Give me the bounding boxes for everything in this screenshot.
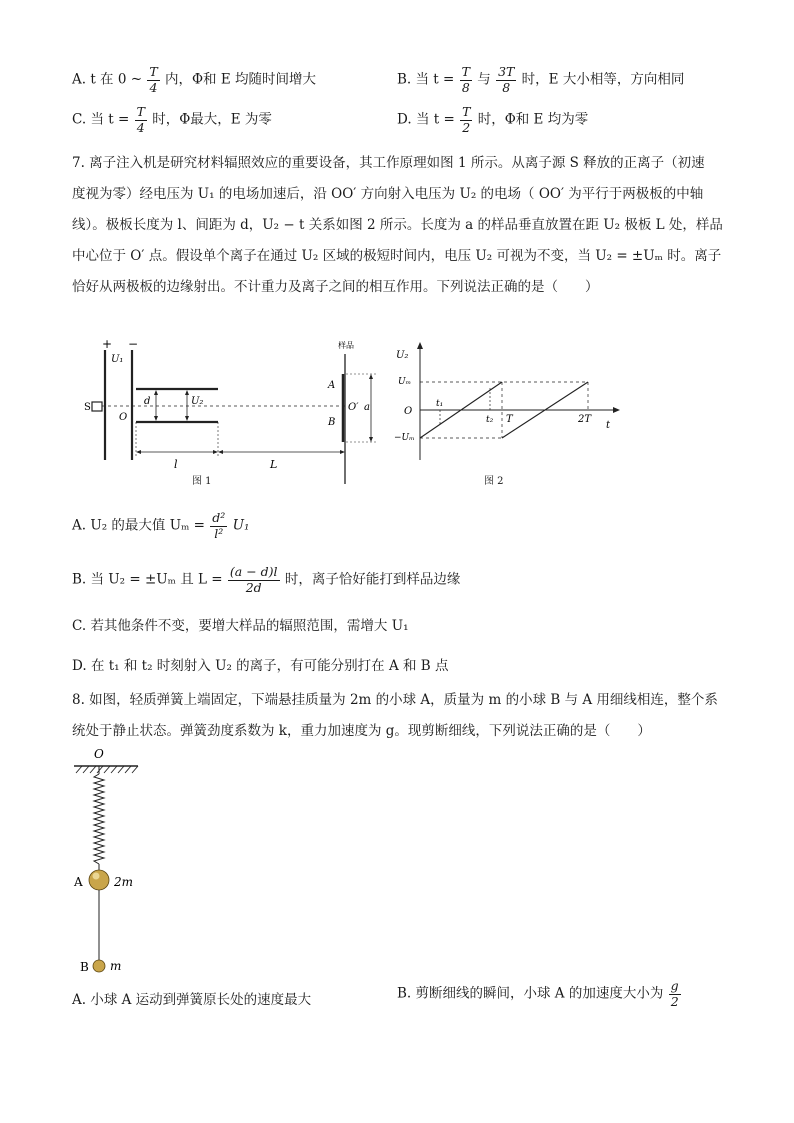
- option-text: 当 t =: [415, 71, 459, 88]
- q7-option-c[interactable]: [72, 614, 409, 634]
- fraction: $\frac{(a - d)l}{2d}$: [229, 564, 278, 595]
- q7-line: 7. 离子注入机是研究材料辐照效应的重要设备，其工作原理如图 1 所示。从离子源 S 释放的正离子（初速: [72, 155, 705, 171]
- l-label: l: [174, 458, 178, 471]
- ball-a-mass: 2m: [114, 875, 134, 889]
- ball-a-label: A: [74, 875, 83, 889]
- source-label: S: [84, 402, 91, 413]
- option-text: 小球 A 运动到弹簧原长处的速度最大: [90, 992, 312, 1008]
- plus-sign: +: [102, 337, 113, 351]
- figure-2-caption: 图 2: [484, 476, 504, 487]
- option-label: C.: [72, 618, 87, 634]
- option-text: 时，离子恰好能打到样品边缘: [284, 571, 461, 588]
- option-label: A.: [72, 517, 87, 534]
- option-label: B.: [72, 571, 87, 588]
- sample-label: 样品: [338, 341, 354, 350]
- option-text: 内，Φ和 E 均随时间增大: [164, 71, 316, 88]
- ball-b-mass: m: [110, 959, 122, 973]
- q8-figure: [68, 744, 188, 976]
- 2t-label: 2T: [578, 414, 592, 425]
- q8-option-b[interactable]: [397, 980, 682, 1008]
- q7-line: 恰好从两极板的边缘射出。不计重力及离子之间的相互作用。下列说法正确的是（ ）: [72, 279, 599, 295]
- q7-figure-1: [84, 336, 384, 488]
- fraction: $\frac{g}{2}$: [670, 978, 679, 1009]
- fraction: $\frac{\text{d²}}{\text{l²}}$: [212, 510, 226, 541]
- option-label: D.: [72, 658, 87, 674]
- q8-option-a[interactable]: [72, 988, 311, 1008]
- q8-stem: [72, 685, 724, 747]
- minus-sign: −: [128, 337, 139, 351]
- ball-a: [89, 870, 109, 890]
- um-label: Uₘ: [398, 377, 412, 387]
- ball-b-label: B: [80, 960, 89, 974]
- q7-line: 中心位于 O′ 点。假设单个离子在通过 U₂ 区域的极短时间内，电压 U₂ 可视为不变，当 U₂ = ±Uₘ 时。离子: [72, 248, 722, 264]
- q6-option-c[interactable]: [72, 106, 272, 134]
- spring: [94, 774, 104, 864]
- y-label: U₂: [396, 350, 409, 361]
- q8-line: 8. 如图，轻质弹簧上端固定，下端悬挂质量为 2m 的小球 A，质量为 m 的小球 B 与 A 用细线相连，整个系: [72, 692, 718, 708]
- q7-stem: [72, 148, 724, 303]
- option-label: A.: [72, 71, 87, 88]
- d-label: d: [144, 396, 151, 407]
- figure-1-caption: 图 1: [192, 476, 212, 487]
- q7-line: 线）。极板长度为 l、间距为 d，U₂ − t 关系如图 2 所示。长度为 a 的样品垂直放置在距 U₂ 极板 L 处，样品: [72, 217, 723, 233]
- t1-label: t₁: [436, 399, 444, 409]
- t-period-label: T: [506, 414, 513, 425]
- point-a-label: A: [328, 380, 336, 391]
- u2-label: U₂: [191, 396, 204, 407]
- option-text: 时，Φ最大，E 为零: [152, 111, 272, 128]
- q6-option-d[interactable]: [397, 106, 588, 134]
- q7-option-a[interactable]: [72, 512, 249, 540]
- option-text: U₁: [232, 517, 250, 534]
- option-text: 若其他条件不变，要增大样品的辐照范围，需增大 U₁: [90, 618, 409, 634]
- option-label: A.: [72, 992, 87, 1008]
- option-label: C.: [72, 111, 87, 128]
- fraction: $\frac{3T}{8}$: [498, 64, 515, 95]
- q6-option-a[interactable]: [72, 66, 316, 94]
- q7-option-b[interactable]: [72, 566, 460, 594]
- ball-b: [93, 960, 105, 972]
- fraction: $\frac{T}{8}$: [461, 64, 470, 95]
- fraction: $\frac{T}{2}$: [462, 104, 471, 135]
- option-label: D.: [397, 111, 412, 128]
- big-l-label: L: [270, 458, 278, 471]
- ceiling-hatch: [76, 766, 138, 773]
- a-length-label: a: [364, 402, 370, 413]
- option-label: B.: [397, 985, 412, 1002]
- option-text: 当 U₂ = ±Uₘ 且 L =: [90, 571, 227, 588]
- option-text: 当 t =: [415, 111, 460, 128]
- fraction: $\frac{T}{4}$: [149, 64, 158, 95]
- neg-um-label: −Uₘ: [394, 433, 415, 443]
- option-label: B.: [397, 71, 412, 88]
- option-text: 与: [477, 71, 496, 88]
- origin-label: O: [404, 406, 413, 417]
- o-prime-label: O′: [348, 402, 359, 413]
- option-text: 当 t =: [90, 111, 134, 128]
- q6-option-b[interactable]: [397, 66, 684, 94]
- option-text: t 在 0 ~: [90, 71, 147, 88]
- option-text: 时，E 大小相等，方向相同: [521, 71, 685, 88]
- option-text: 剪断细线的瞬间，小球 A 的加速度大小为: [415, 985, 664, 1002]
- fraction: $\frac{T}{4}$: [136, 104, 145, 135]
- option-text: 在 t₁ 和 t₂ 时刻射入 U₂ 的离子，有可能分别打在 A 和 B 点: [90, 658, 449, 674]
- option-text: 时，Φ和 E 均为零: [477, 111, 589, 128]
- ion-source: [92, 402, 102, 411]
- t2-label: t₂: [486, 415, 494, 425]
- o-label: O: [94, 747, 104, 761]
- q7-figure-2: [392, 340, 622, 464]
- point-b-label: B: [328, 417, 336, 428]
- q8-line: 统处于静止状态。弹簧劲度系数为 k，重力加速度为 g。现剪断细线，下列说法正确的是（ ）: [72, 723, 651, 739]
- t-axis-label: t: [606, 420, 611, 431]
- u1-label: U₁: [111, 354, 124, 365]
- o-label: O: [119, 412, 128, 423]
- option-text: U₂ 的最大值 Uₘ =: [90, 517, 210, 534]
- q7-option-d[interactable]: [72, 654, 448, 674]
- q7-line: 度视为零）经电压为 U₁ 的电场加速后，沿 OO′ 方向射入电压为 U₂ 的电场（ OO′ 为平行于两极板的中轴: [72, 186, 704, 202]
